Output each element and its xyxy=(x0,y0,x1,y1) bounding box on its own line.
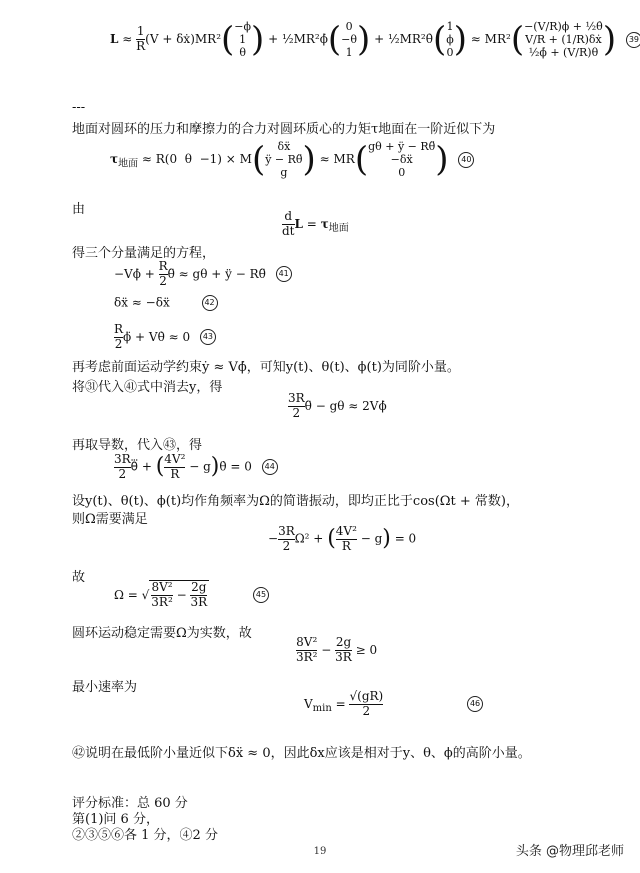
equation-dl-dt: $\frac{d}{dt}$ $L = \tau_{地面}$ xyxy=(282,209,349,238)
equation-45: Ω = √ $\frac{\text{8V²}}{\text{3R²}}$ − $\frac{2g}{3R}$ 45 xyxy=(114,580,269,610)
text-line: ㊷说明在最低阶小量近似下δẍ ≈ 0，因此δx应该是相对于y、θ、ϕ的高阶小量。 xyxy=(72,746,531,761)
equation-marker-41: 41 xyxy=(276,266,292,282)
equation-42: δẍ ≈ −δẍ 42 xyxy=(114,295,218,311)
text-line: 地面对圆环的压力和摩擦力的合力对圆环质心的力矩τ地面在一阶近似下为 xyxy=(72,122,496,137)
equation-marker-42: 42 xyxy=(202,295,218,311)
equation-40: $\tau_{地面} \approx R(0$ θ −1) × M( δẍ ÿ − Rθ̈ g ) ≈ MR(gθ + ÿ − Rθ̈ −δẍ 0 ) 40 xyxy=(110,140,474,179)
equation-marker-40: 40 xyxy=(458,152,474,168)
equation-marker-44: 44 xyxy=(262,459,278,475)
text-line: 再取导数，代入㊸，得 xyxy=(72,438,203,453)
text-line: 则Ω需要满足 xyxy=(72,512,148,527)
equation-44: $\frac{3R}{2}$ θ⃛ + ( $\frac{\text{4V²}}{R}$ − g)θ̇ = 0 44 xyxy=(114,450,278,484)
equation-43: $\frac{R}{2}$ ϕ̈ + Vθ̇ ≈ 0 43 xyxy=(114,323,216,352)
scoring-line: 第(1)问 6 分， xyxy=(72,812,159,827)
scoring-title: 评分标准：总 60 分 xyxy=(72,796,188,811)
separator-line: --- xyxy=(72,100,86,115)
text-line: 将㉛代入㊶式中消去y，得 xyxy=(72,380,223,395)
equation-41: −Vϕ̇ + $\frac{R}{2}$ θ̈ ≈ gθ + ÿ − Rθ̈ 41 xyxy=(114,260,292,289)
text-line: 圆环运动稳定需要Ω为实数，故 xyxy=(72,626,252,641)
text-line: 设y(t)、θ(t)、ϕ(t)均作角频率为Ω的简谐振动，即均正比于cos(Ωt + 常数)， xyxy=(72,494,519,509)
equation-stability-inequality: $\frac{\text{8V²}}{\text{3R²}}$ − $\frac{2g}{3R}$ ≥ 0 xyxy=(296,635,378,664)
page-number: 19 xyxy=(313,846,327,857)
watermark: 头条 @物理邱老师 xyxy=(515,844,624,859)
equation-marker-46: 46 xyxy=(467,696,483,712)
equation-46: $V_{min}$ = $\frac{√(gR)}{2}$ 46 xyxy=(304,690,483,719)
equation-omega-condition: − $\frac{3R}{2}$ Ω² + ( $\frac{\text{4V²}}{R}$ − g) = 0 xyxy=(268,523,417,553)
equation-marker-45: 45 xyxy=(253,587,269,603)
text-line: 再考虑前面运动学约束ẏ ≈ Vϕ̇，可知y(t)、θ(t)、ϕ(t)为同阶小量。 xyxy=(72,360,460,375)
text-line: 故 xyxy=(72,570,86,585)
text-line: 由 xyxy=(72,202,86,217)
scoring-line: ②③⑤⑥各 1 分，④2 分 xyxy=(72,828,218,843)
equation-substituted: $\frac{3R}{2}$ θ̈ − gθ ≈ 2Vϕ̇ xyxy=(288,391,387,420)
equation-marker-39: 39 xyxy=(626,32,640,48)
equation-marker-43: 43 xyxy=(200,329,216,345)
text-line: 最小速率为 xyxy=(72,680,138,695)
text-line: 得三个分量满足的方程， xyxy=(72,246,216,261)
equation-39: L ≈ $\frac{1}{R}$ (V + δẋ)MR²(−ϕ 1 θ ) + ½MR²ϕ̇( 0 −θ 1 ) + ½MR²θ̇(1 ϕ 0) ≈ MR²(−(V/R)ϕ + ½θ̇ V/R + (1/R)δẋ ½ϕ̇ + (V/R)θ ) 39 xyxy=(110,20,640,59)
